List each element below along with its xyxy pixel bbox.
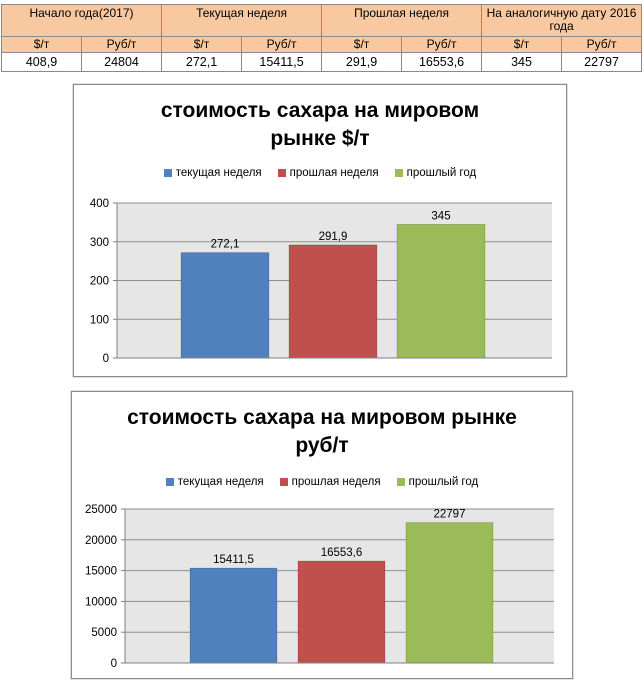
- y-tick-label: 300: [89, 236, 109, 249]
- chart-title-line: рынке $/т: [270, 127, 370, 150]
- value-cell: 408,9: [2, 53, 82, 72]
- price-table: [1, 4, 642, 72]
- value-cell: 16553,6: [402, 53, 482, 72]
- legend-label: прошлая неделя: [291, 476, 381, 488]
- unit-cell: $/т: [482, 37, 562, 53]
- y-tick-label: 200: [89, 275, 109, 288]
- unit-cell: Руб/т: [242, 37, 322, 53]
- usd-price-chart: [73, 84, 567, 377]
- bar: [181, 253, 269, 358]
- chart-title-line: стоимость сахара на мировом: [160, 99, 480, 122]
- legend-label: текущая неделя: [177, 476, 264, 488]
- y-tick-label: 5000: [91, 627, 117, 640]
- data-label: 16553,6: [320, 547, 363, 560]
- bar: [406, 523, 493, 663]
- unit-cell: Руб/т: [82, 37, 162, 53]
- bar: [289, 245, 377, 358]
- data-label: 345: [431, 210, 451, 223]
- data-label: 15411,5: [213, 554, 254, 567]
- unit-cell: $/т: [2, 37, 82, 53]
- legend-label: текущая неделя: [175, 167, 262, 179]
- bar: [298, 561, 385, 663]
- bar: [190, 568, 277, 663]
- value-cell: 291,9: [322, 53, 402, 72]
- data-label: 272,1: [210, 238, 240, 251]
- legend-label: прошлый год: [408, 476, 479, 488]
- y-tick-label: 15000: [85, 565, 117, 578]
- unit-cell: Руб/т: [402, 37, 482, 53]
- rub-price-chart: [71, 391, 573, 679]
- chart-plot: [72, 392, 572, 678]
- data-label: 291,9: [318, 230, 348, 243]
- table-units-row: [2, 37, 642, 53]
- y-tick-label: 400: [89, 198, 109, 210]
- header-previous-week: Прошлая неделя: [322, 5, 482, 37]
- y-tick-label: 20000: [85, 534, 117, 547]
- table-header-row: [2, 5, 642, 37]
- y-tick-label: 100: [89, 314, 109, 327]
- data-label: 22797: [433, 508, 466, 521]
- legend-label: прошлая неделя: [289, 167, 379, 179]
- header-current-week: Текущая неделя: [162, 5, 322, 37]
- value-cell: 24804: [82, 53, 162, 72]
- y-tick-label: 0: [102, 353, 109, 365]
- value-cell: 272,1: [162, 53, 242, 72]
- legend-label: прошлый год: [406, 167, 477, 179]
- value-cell: 15411,5: [242, 53, 322, 72]
- unit-cell: Руб/т: [562, 37, 642, 53]
- header-year-start: Начало года(2017): [2, 5, 162, 37]
- y-tick-label: 0: [110, 658, 117, 670]
- value-cell: 345: [482, 53, 562, 72]
- header-same-date-2016: На аналогичную дату 2016 года: [482, 5, 642, 37]
- unit-cell: $/т: [162, 37, 242, 53]
- y-tick-label: 10000: [85, 596, 117, 609]
- unit-cell: $/т: [322, 37, 402, 53]
- chart-title-line: руб/т: [295, 434, 349, 457]
- value-cell: 22797: [562, 53, 642, 72]
- y-tick-label: 25000: [85, 504, 117, 516]
- chart-title-line: стоимость сахара на мировом рынке: [127, 406, 517, 429]
- chart-plot: [74, 85, 566, 376]
- table-values-row: [2, 53, 642, 72]
- bar: [397, 224, 485, 358]
